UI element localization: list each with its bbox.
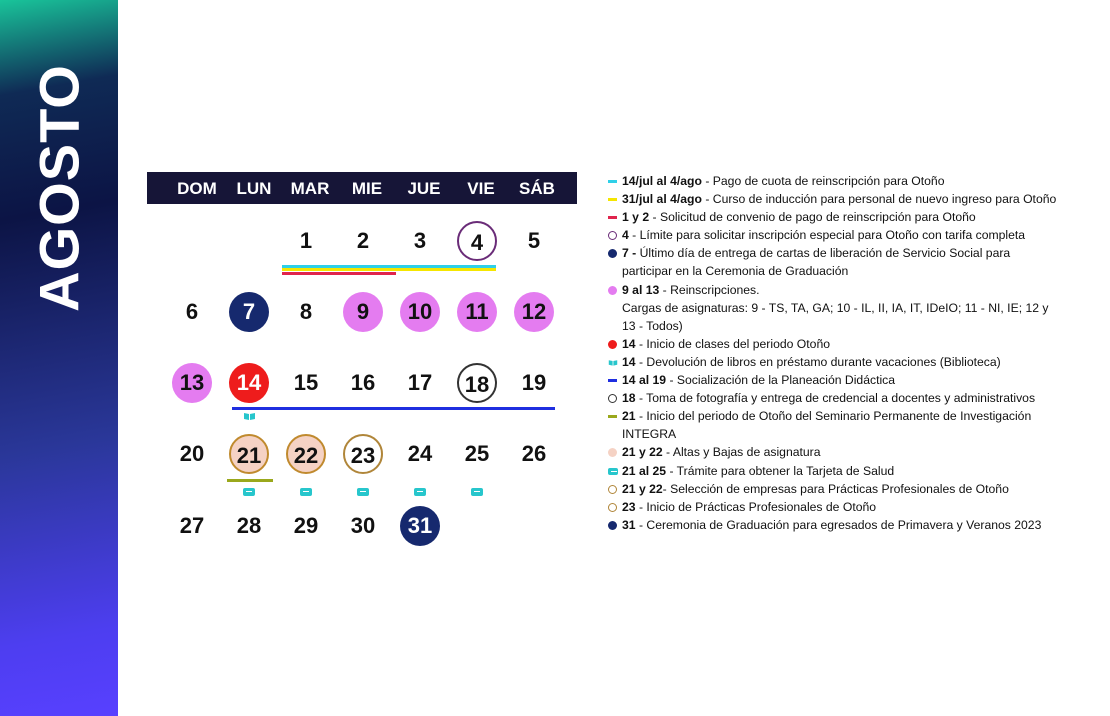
book-icon — [608, 359, 618, 366]
legend-item: 14 - Inicio de clases del periodo Otoño — [608, 335, 1078, 353]
day-19: 19 — [521, 370, 547, 395]
day-23: 23 — [343, 434, 383, 474]
day-2: 2 — [356, 228, 370, 253]
blue-line-icon — [608, 379, 617, 382]
book-icon — [243, 412, 256, 420]
weekday-dom: DOM — [177, 179, 217, 198]
legend-item: 1 y 2 - Solicitud de convenio de pago de reinscripción para Otoño — [608, 208, 1078, 226]
day-8: 8 — [299, 299, 313, 324]
violet-dot-icon — [608, 286, 617, 295]
legend-item: 23 - Inicio de Prácticas Profesionales de Otoño — [608, 498, 1078, 516]
legend-item: 4 - Límite para solicitar inscripción especial para Otoño con tarifa completa — [608, 226, 1078, 244]
legend-item: 14 - Devolución de libros en préstamo durante vacaciones (Biblioteca) — [608, 353, 1078, 371]
day-16: 16 — [350, 370, 376, 395]
weekday-header — [147, 172, 577, 204]
integra-seminar-bar — [227, 479, 273, 482]
health-card-icon — [414, 488, 426, 496]
day-22: 22 — [286, 434, 326, 474]
legend-item: 14 al 19 - Socialización de la Planeación Didáctica — [608, 371, 1078, 389]
month-sidebar — [0, 0, 118, 716]
health-card-icon — [357, 488, 369, 496]
day-4: 4 — [457, 221, 497, 261]
legend-item-continued: participar en la Ceremonia de Graduación — [622, 264, 849, 279]
day-6: 6 — [185, 299, 199, 324]
day-7: 7 — [229, 292, 269, 332]
day-3: 3 — [413, 228, 427, 253]
weekday-mie: MIE — [351, 179, 383, 198]
day-29: 29 — [293, 513, 319, 538]
day-5: 5 — [527, 228, 541, 253]
legend-item: 7 - Último día de entrega de cartas de liberación de Servicio Social para — [608, 244, 1078, 262]
legend-item: 9 al 13 - Reinscripciones. — [608, 281, 1078, 299]
weekday-lun: LUN — [236, 179, 272, 198]
day-9: 9 — [343, 292, 383, 332]
day-21: 21 — [229, 434, 269, 474]
day-27: 27 — [179, 513, 205, 538]
day-20: 20 — [179, 441, 205, 466]
orange-ring-icon — [608, 503, 617, 512]
health-card-icon — [471, 488, 483, 496]
orange-ring-icon — [608, 485, 617, 494]
gray-ring-icon — [608, 394, 617, 403]
weekday-vie: VIE — [467, 179, 495, 198]
weekday-jue: JUE — [407, 179, 441, 198]
weekday-mar: MAR — [290, 179, 330, 198]
legend-item: 18 - Toma de fotografía y entrega de credencial a docentes y administrativos — [608, 389, 1078, 407]
legend-item: 21 al 25 - Trámite para obtener la Tarjeta de Salud — [608, 462, 1078, 480]
crimson-line-icon — [608, 216, 617, 219]
day-1: 1 — [299, 228, 313, 253]
day-31: 31 — [400, 506, 440, 546]
olive-line-icon — [608, 415, 617, 418]
day-14: 14 — [229, 363, 269, 403]
navy-dot-icon — [608, 521, 617, 530]
day-15: 15 — [293, 370, 319, 395]
legend-item: 21 - Inicio del periodo de Otoño del Seminario Permanente de Investigación — [608, 407, 1078, 425]
legend-item: 14/jul al 4/ago - Pago de cuota de reinscripción para Otoño — [608, 172, 1078, 190]
day-12: 12 — [514, 292, 554, 332]
red-dot-icon — [608, 340, 617, 349]
day-26: 26 — [521, 441, 547, 466]
induction-course-bar — [282, 268, 496, 271]
legend-item: 21 y 22- Selección de empresas para Prácticas Profesionales de Otoño — [608, 480, 1078, 498]
day-17: 17 — [407, 370, 433, 395]
events-legend — [608, 172, 1078, 534]
legend-item-continued: Cargas de asignaturas: 9 - TS, TA, GA; 10 - IL, II, IA, IT, IDeIO; 11 - NI, IE; 12 y — [622, 300, 1049, 315]
health-card-icon — [608, 468, 618, 475]
day-18: 18 — [457, 363, 497, 403]
health-card-icon — [243, 488, 255, 496]
day-24: 24 — [407, 441, 433, 466]
legend-item: 31 - Ceremonia de Graduación para egresados de Primavera y Veranos 2023 — [608, 516, 1078, 534]
weekday-sab: SÁB — [519, 179, 555, 198]
day-13: 13 — [172, 363, 212, 403]
health-card-icon — [300, 488, 312, 496]
legend-item-continued: INTEGRA — [622, 427, 677, 442]
month-title: AGOSTO — [27, 64, 91, 312]
day-10: 10 — [400, 292, 440, 332]
day-28: 28 — [236, 513, 262, 538]
yellow-line-icon — [608, 198, 617, 201]
didactic-planning-bar — [232, 407, 555, 410]
payment-agreement-bar — [282, 272, 396, 275]
day-30: 30 — [350, 513, 376, 538]
purple-ring-icon — [608, 231, 617, 240]
day-11: 11 — [457, 292, 497, 332]
legend-item-continued: 13 - Todos) — [622, 318, 683, 333]
cyan-line-icon — [608, 180, 617, 183]
peach-dot-icon — [608, 448, 617, 457]
legend-item: 21 y 22 - Altas y Bajas de asignatura — [608, 443, 1078, 461]
legend-item: 31/jul al 4/ago - Curso de inducción para personal de nuevo ingreso para Otoño — [608, 190, 1078, 208]
day-25: 25 — [464, 441, 490, 466]
navy-dot-icon — [608, 249, 617, 258]
